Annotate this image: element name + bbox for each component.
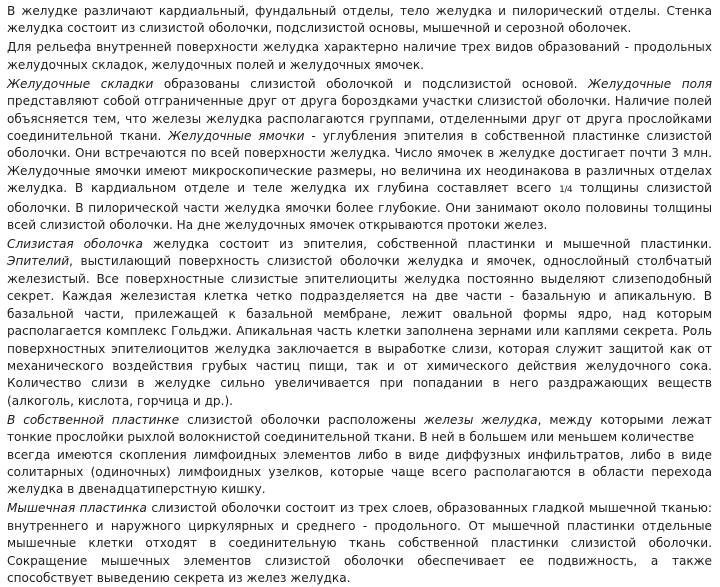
paragraph-stomach-parts bbox=[7, 3, 712, 38]
text-run: образованы слизистой оболочкой и подслизистой основой. bbox=[153, 76, 588, 91]
text-run: - углубления эпителия в собственной пластинке слизистой оболочки. Они встречаются по всей поверхности желудка. Число ямочек в желудке достигает почти 3 млн. Желудочные ямочки имеют микроскопические размеры, но величина их неодинакова в различных отделах желудка. В кардиальном отделе и теле желудка их глубина составляет всего bbox=[7, 129, 713, 196]
paragraph-lymphoid bbox=[7, 447, 712, 499]
text-run: представляют собой отграниченные друг от друга бороздками участки слизистой оболочки. Наличие полей объясняется тем, что железы желудка располагаются группами, отделенными друг от друга прослойками соединительной ткани. bbox=[7, 94, 712, 144]
text-run: В желудке различают кардиальный, фундальный отделы, тело желудка и пилорический отделы. Стенка желудка состоит из слизистой оболочки, подслизистой основы, мышечной и серозной оболочек. bbox=[7, 4, 712, 36]
italic-term: Слизистая оболочка bbox=[7, 237, 143, 252]
italic-term: Желудочные ямочки bbox=[168, 129, 305, 144]
text-run: , выстилающий поверхность слизистой оболочки желудка и ямочек, однослойный столбчатый железистый. Все поверхностные слизистые эпителиоциты желудка постоянно выделяют слизеподобный секрет. Каждая железистая клетка четко подразделяется на две части - базальную и апикальную. В базальной части, прилежащей к базальной мембране, лежит овальной формы ядро, над которым располагается комплекс Гольджи. Апикальная часть клетки заполнена зернами или каплями секрета. Роль поверхностных эпителиоцитов желудка заключается в выработке слизи, которая служит защитой как от механического воздействия грубых частиц пищи, так и от химического действия желудочного сока. Количество слизи в желудке сильно увеличивается при попадании в него раздражающих веществ (алкоголь, кислота, горчица и др.). bbox=[7, 254, 712, 408]
paragraph-mucosa-epithelium bbox=[7, 236, 712, 410]
text-run: всегда имеются скопления лимфоидных элементов либо в виде диффузных инфильтратов, либо в виде солитарных (одиночных) лимфоидных узелков, которые чаще всего располагаются в области перехода желудка в двенадцатиперстную кишку. bbox=[7, 447, 712, 497]
fraction: 1/4 bbox=[559, 185, 573, 196]
paragraph-muscular-plate bbox=[7, 500, 712, 587]
text-run: , между которыми лежат тонкие прослойки рыхлой волокнистой соединительной ткани. В ней в большем или меньшем количестве bbox=[7, 412, 712, 445]
italic-term: Эпителий bbox=[7, 254, 70, 269]
italic-term: В собственной пластинке bbox=[7, 412, 180, 427]
italic-term: Желудочные складки bbox=[7, 76, 154, 91]
text-run: желудка состоит из эпителия, собственной пластинки и мышечной пластинки. bbox=[142, 237, 713, 252]
paragraph-relief bbox=[7, 39, 712, 74]
paragraph-lamina-propria bbox=[7, 412, 712, 447]
italic-term: Мышечная пластинка bbox=[7, 501, 147, 516]
italic-term: железы желудка bbox=[423, 412, 538, 427]
paragraph-folds-fields-pits bbox=[7, 76, 712, 235]
text-run: слизистой оболочки состоит из трех слоев, образованных гладкой мышечной тканью: внутреннего и наружного циркулярных и среднего - продольного. От мышечной пластинки отдельные мышечные клетки отходят в соединительную ткань собственной пластинки слизистой оболочки. Сокращение мышечных элементов слизистой оболочки обеспечивает ее подвижность, а также способствует выведению секрета из желез желудка. bbox=[7, 501, 713, 585]
text-run: толщины слизистой оболочки. В пилорической части желудка ямочки более глубокие. Они занимают около половины толщины всей слизистой оболочки. На дне желудочных ямочек открываются протоки желез. bbox=[7, 181, 712, 233]
text-run: слизистой оболочки расположены bbox=[179, 412, 424, 427]
text-run: Для рельефа внутренней поверхности желудка характерно наличие трех видов образований - продольных желудочных складок, желудочных полей и желудочных ямочек. bbox=[7, 40, 712, 72]
italic-term: Желудочные поля bbox=[588, 76, 713, 91]
